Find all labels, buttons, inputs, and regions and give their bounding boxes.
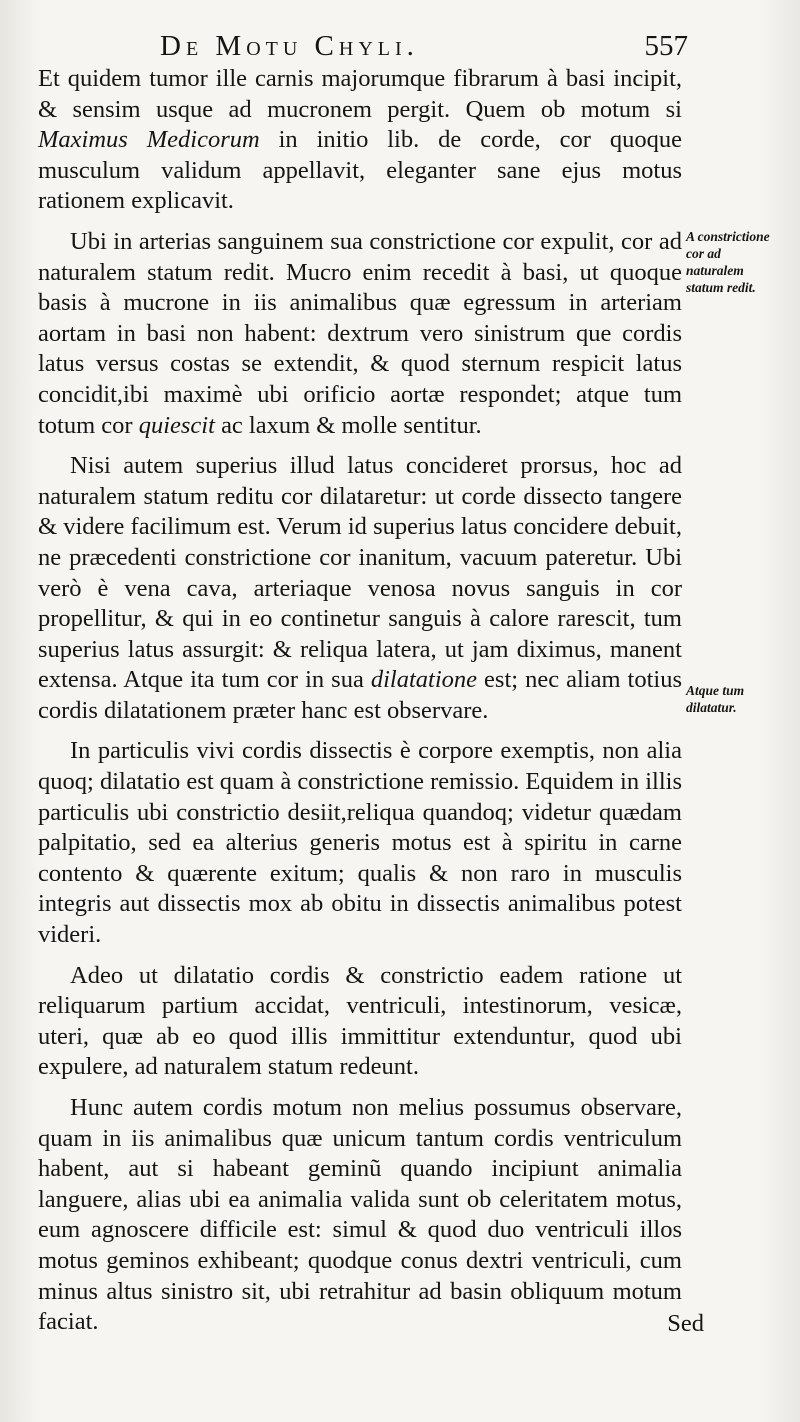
paragraph <box>38 736 682 950</box>
italic-phrase: quiescit <box>138 411 215 439</box>
text-run: Adeo ut dilatatio cordis & constrictio eadem ratione ut reliquarum partium accidat, ventriculi, intestinorum, vesicæ, uteri, quæ ab eo quod illis immittitur extenduntur, quod ubi expulere, ad naturalem statum redeunt. <box>38 961 682 1081</box>
paragraph <box>38 961 682 1083</box>
catchword: Sed <box>667 1310 704 1337</box>
body-text <box>38 64 682 1338</box>
text-run: Ubi in arterias sanguinem sua constrictione cor expulit, cor ad naturalem statum redit. Mucro enim recedit à basi, ut quoque basis à mucrone in iis animalibus quæ egressum in arteriam aortam in basi non habent: dextrum vero sinistrum que cordis latus versus costas se extendit, & quod sternum respicit latus concidit,ibi maximè ubi orificio aortæ respondet; atque tum totum cor <box>38 227 682 439</box>
paragraph <box>38 1093 682 1338</box>
page-number: 557 <box>644 30 688 62</box>
text-run: In particulis vivi cordis dissectis è corpore exemptis, non alia quoq; dilatatio est quam à constrictione remissio. Equidem in illis particulis ubi constrictio desiit,reliqua quandoq; videtur quædam palpitatio, sed ea alterius generis motus est à spiritu in carne contento & quærente exitum; qualis & non raro in musculis integris aut dissectis mox ab obitu in dissectis animalibus potest videri. <box>38 737 682 949</box>
paragraph <box>38 451 682 726</box>
text-run: Hunc autem cordis motum non melius possumus observare, quam in iis animalibus quæ unicum tantum cordis ventriculum habent, aut si habeant geminũ quando incipiunt animalia languere, alias ubi ea animalia valida sunt ob celeritatem motus, eum agnoscere difficile est: simul & quod duo ventriculi illos motus geminos exhibeant; quodque conus dextri ventriculi, cum minus altus sinistro sit, ubi retrahitur ad basin obliquum motum faciat. <box>38 1094 682 1336</box>
paragraph <box>38 64 682 217</box>
text-run: ac laxum & molle sentitur. <box>214 411 482 439</box>
running-title: De Motu Chyli. <box>160 30 419 62</box>
marginal-note-2: Atque tum dilatatur. <box>686 683 745 715</box>
italic-phrase: dilatatione <box>370 666 478 694</box>
paragraph <box>38 227 682 441</box>
text-run: Nisi autem superius illud latus concideret prorsus, hoc ad naturalem statum reditu cor dilataretur: ut corde dissecto tangere & videre facilimum est. Verum id superius latus concidere debuit, ne præcedenti constrictione cor inanitum, vacuum pateretur. Ubi verò è vena cava, arteriaque venosa novus sanguis in cor propellitur, & qui in eo continetur sanguis à calore rarescit, tum superius latus assurgit: & reliqua latera, ut jam diximus, manent extensa. Atque ita tum cor in sua <box>38 452 682 694</box>
text-run: Et quidem tumor ille carnis majorumque fibrarum à basi incipit, & sensim usque ad mucronem pergit. Quem ob motum si <box>38 65 682 123</box>
italic-phrase: Maximus Medicorum <box>38 126 260 154</box>
text-run: in initio lib. de corde, cor quoque musculum validum appellavit, eleganter sane ejus motus rationem explicavit. <box>38 126 682 215</box>
marginal-note-1: A constrictione cor ad naturalem statum redit. <box>686 229 770 295</box>
text-run: est; nec aliam totius cordis dilatationem præter hanc est observare. <box>38 666 682 724</box>
